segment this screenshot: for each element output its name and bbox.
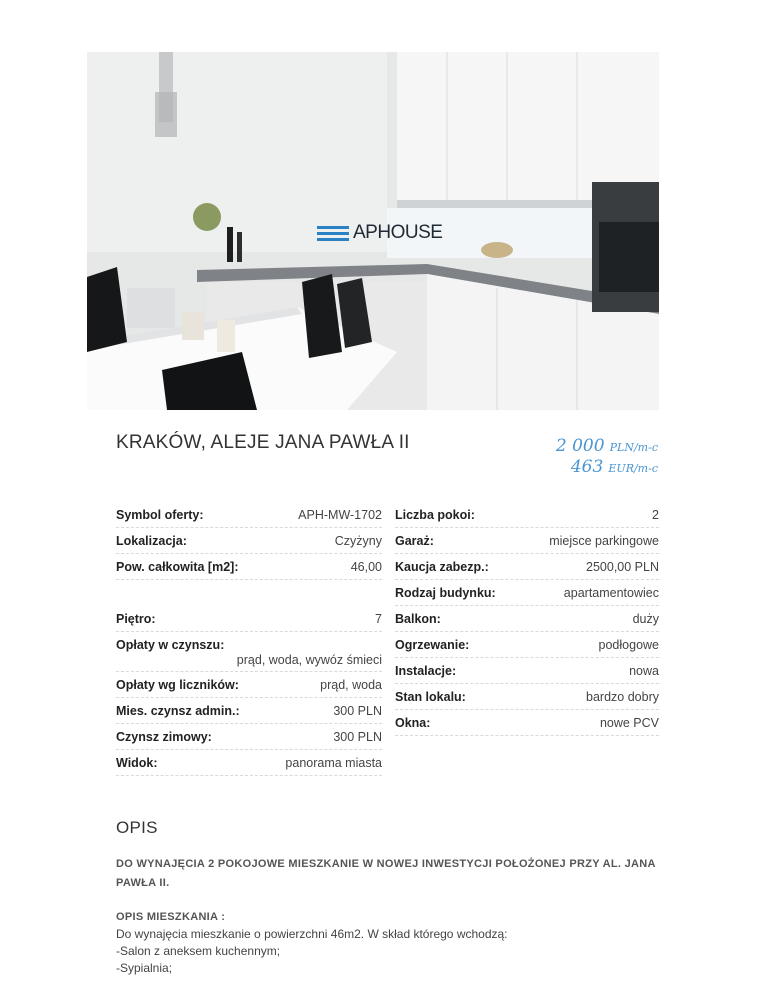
logo-text: APHOUSE (353, 222, 443, 243)
spec-row (116, 554, 382, 580)
price-block (556, 436, 658, 478)
description-body (116, 909, 508, 977)
price-eur (556, 457, 658, 478)
spec-row (395, 502, 659, 528)
description-lead: DO WYNAJĘCIA 2 POKOJOWE MIESZKANIE W NOWEJ INWESTYCJI POŁOŻONEJ PRZY AL. JANA PAWŁA II. (116, 858, 656, 889)
price-eur-value: 463 (570, 457, 604, 477)
description-subheading: OPIS MIESZKANIA : (116, 911, 226, 923)
spec-value: prąd, woda, wywóz śmieci (236, 653, 382, 667)
spec-label: Kaucja zabezp.: (395, 560, 489, 574)
spec-label: Instalacje: (395, 664, 457, 678)
spec-label: Stan lokalu: (395, 690, 466, 704)
specs-left (116, 502, 382, 776)
spec-row (395, 658, 659, 684)
spec-value: 46,00 (350, 560, 382, 574)
description-heading: OPIS (116, 818, 158, 837)
spec-value: bardzo dobry (586, 690, 659, 704)
spec-row (116, 724, 382, 750)
spec-row (116, 698, 382, 724)
spec-row (116, 672, 382, 698)
spec-label: Pow. całkowita [m2]: (116, 560, 239, 574)
spec-value: 300 PLN (333, 730, 382, 744)
spec-row (116, 632, 382, 672)
spec-value: 2500,00 PLN (586, 560, 659, 574)
listing-title: KRAKÓW, ALEJE JANA PAWŁA II (116, 432, 410, 453)
spec-value: APH-MW-1702 (298, 508, 382, 522)
spec-row (395, 528, 659, 554)
spec-label: Opłaty wg liczników: (116, 678, 239, 692)
aphouse-logo (317, 222, 442, 244)
spec-label: Piętro: (116, 612, 156, 626)
spec-value: prąd, woda (320, 678, 382, 692)
spec-value: 2 (652, 508, 659, 522)
spec-row (116, 502, 382, 528)
spec-label: Symbol oferty: (116, 508, 204, 522)
spec-spacer (116, 580, 382, 606)
spec-label: Czynsz zimowy: (116, 730, 212, 744)
spec-row (395, 554, 659, 580)
spec-value: miejsce parkingowe (549, 534, 659, 548)
spec-label: Garaż: (395, 534, 434, 548)
price-pln (556, 436, 658, 457)
spec-label: Lokalizacja: (116, 534, 187, 548)
spec-label: Opłaty w czynszu: (116, 638, 225, 652)
spec-label: Liczba pokoi: (395, 508, 475, 522)
price-pln-value: 2 000 (555, 436, 605, 456)
spec-value: duży (632, 612, 659, 626)
spec-label: Rodzaj budynku: (395, 586, 496, 600)
spec-label: Okna: (395, 716, 431, 730)
description-line: -Salon z aneksem kuchennym; (116, 944, 281, 958)
spec-value: 300 PLN (333, 704, 382, 718)
spec-label: Ogrzewanie: (395, 638, 470, 652)
spec-row (395, 580, 659, 606)
spec-row (395, 710, 659, 736)
spec-row (395, 632, 659, 658)
spec-label: Widok: (116, 756, 158, 770)
logo-bars-icon (317, 226, 349, 241)
description-line: Do wynajęcia mieszkanie o powierzchni 46m2. W skład którego wchodzą: (116, 927, 508, 941)
spec-label: Mies. czynsz admin.: (116, 704, 240, 718)
spec-row (395, 684, 659, 710)
spec-value: apartamentowiec (563, 586, 659, 600)
price-eur-unit: EUR/m-c (608, 462, 658, 475)
spec-row (116, 750, 382, 776)
specs-right (395, 502, 659, 736)
spec-value: panorama miasta (285, 756, 382, 770)
spec-row (395, 606, 659, 632)
listing-photo (87, 52, 659, 410)
description-line: -Sypialnia; (116, 961, 173, 975)
spec-value: 7 (375, 612, 382, 626)
spec-value: nowe PCV (599, 716, 659, 730)
spec-row (116, 528, 382, 554)
spec-label: Balkon: (395, 612, 441, 626)
price-pln-unit: PLN/m-c (609, 441, 658, 454)
spec-value: nowa (629, 664, 659, 678)
spec-value: Czyżyny (334, 534, 382, 548)
spec-value: podłogowe (598, 638, 659, 652)
spec-row (116, 606, 382, 632)
